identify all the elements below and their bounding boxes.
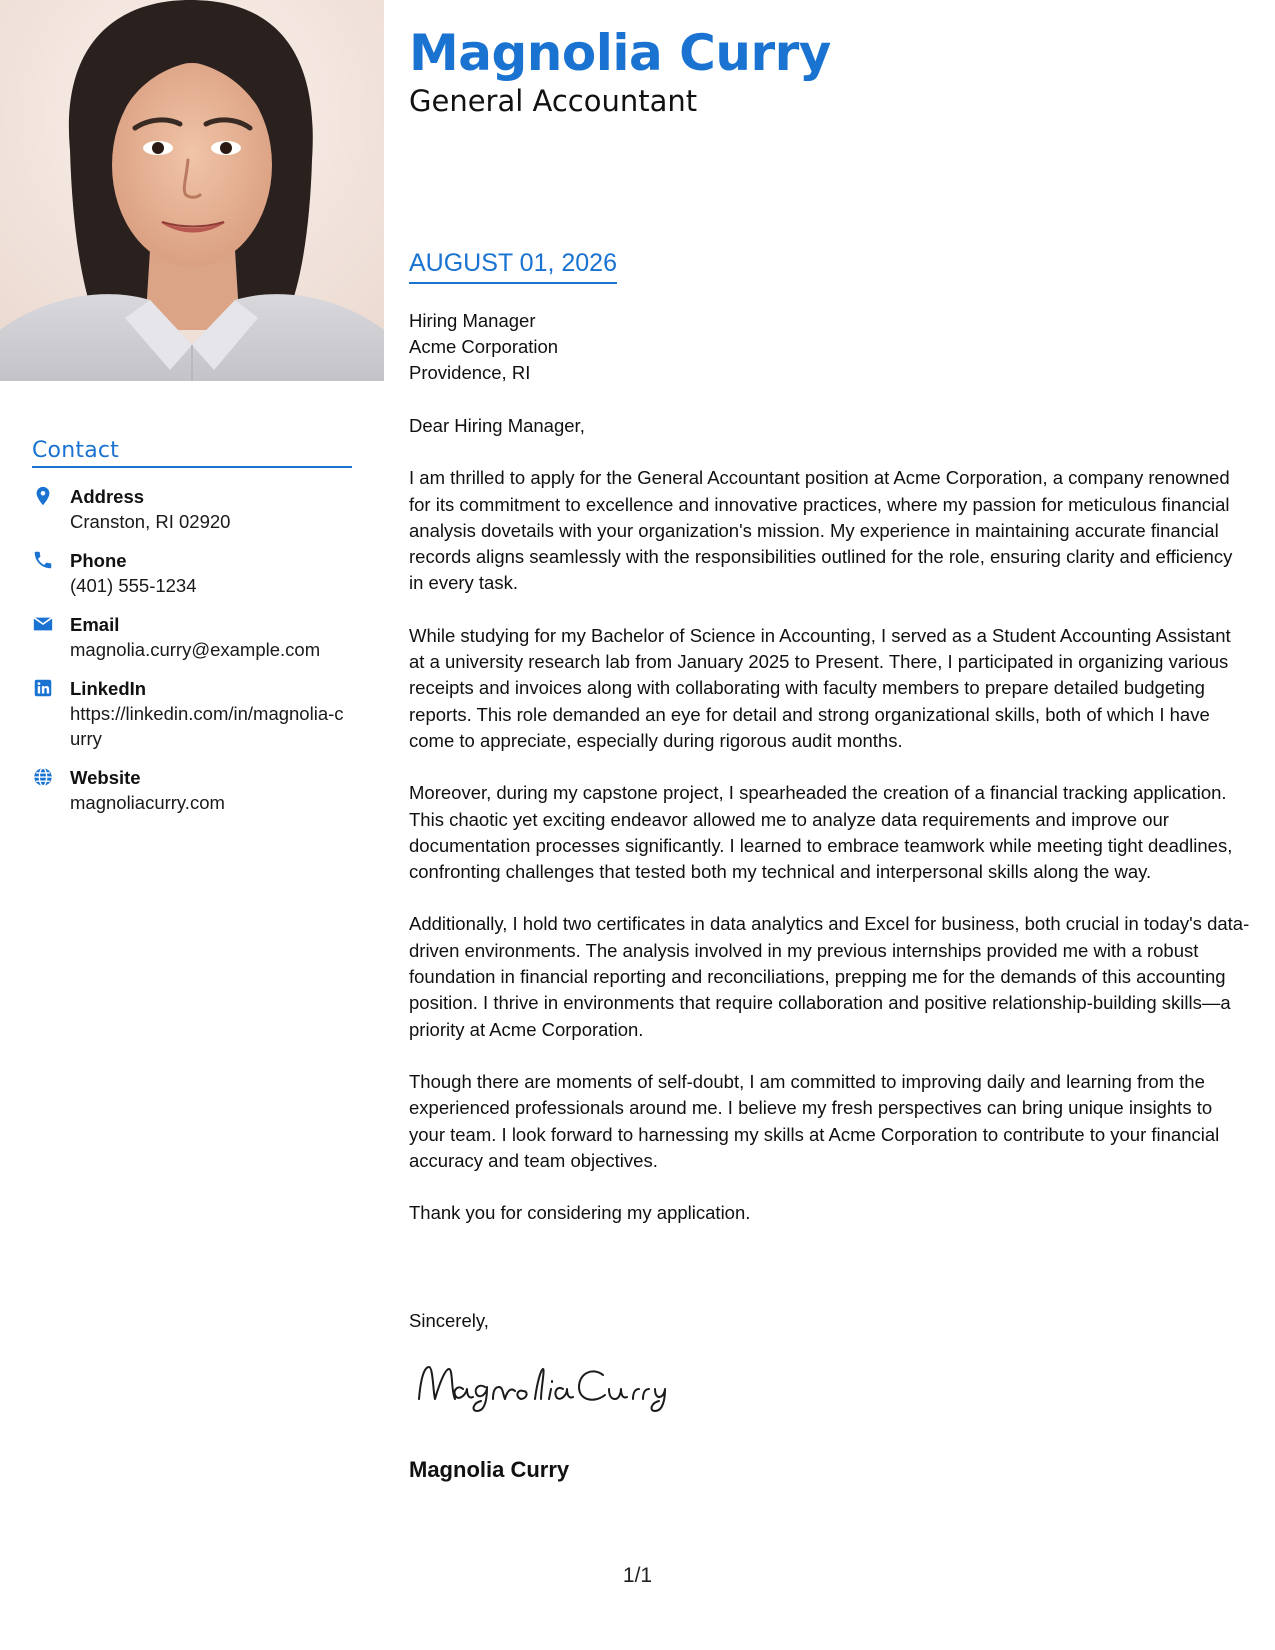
contact-linkedin <box>32 676 352 751</box>
closing: Sincerely, <box>409 1310 489 1331</box>
contact-value[interactable]: https://linkedin.com/in/magnolia-curry <box>70 703 344 749</box>
globe-icon <box>32 766 54 788</box>
recipient-line: Hiring Manager <box>409 310 536 331</box>
applicant-role: General Accountant <box>409 84 698 118</box>
body-paragraph: I am thrilled to apply for the General Accountant position at Acme Corporation, a company renowned for its commitment to excellence and innovative practices, where my passion for meticulous financial analysis dovetails with your organization's mission. My experience in maintaining accurate financial records aligns seamlessly with the responsibilities outlined for the role, ensuring clarity and efficiency in every task. <box>409 467 1233 594</box>
contact-address <box>32 484 352 534</box>
contact-website <box>32 765 352 815</box>
contact-heading: Contact <box>32 438 352 468</box>
map-pin-icon <box>32 485 54 507</box>
contact-email <box>32 612 352 662</box>
body-paragraph: Moreover, during my capstone project, I spearheaded the creation of a financial tracking application. This chaotic yet exciting endeavor allowed me to analyze data requirements and improve our documentation processes significantly. I learned to embrace teamwork while meeting tight deadlines, confronting challenges that tested both my technical and interpersonal skills along the way. <box>409 782 1233 883</box>
signed-name: Magnolia Curry <box>409 1457 570 1482</box>
body-paragraph: Thank you for considering my application. <box>409 1202 751 1224</box>
contact-value: Cranston, RI 02920 <box>70 511 231 532</box>
contact-value: (401) 555-1234 <box>70 575 197 596</box>
body-paragraph: Though there are moments of self-doubt, I am committed to improving daily and learning from the experienced professionals around me. I believe my fresh perspectives can bring unique insights to your team. I look forward to harnessing my skills at Acme Corporation to contribute to your financial accuracy and team objectives. <box>409 1070 1220 1171</box>
phone-icon <box>32 549 54 571</box>
contact-value[interactable]: magnolia.curry@example.com <box>70 639 321 660</box>
contact-phone <box>32 548 352 598</box>
letter-date: AUGUST 01, 2026 <box>409 249 617 284</box>
handwritten-signature <box>411 1355 681 1415</box>
body-paragraph: Additionally, I hold two certificates in data analytics and Excel for business, both crucial in today's data-driven environments. The analysis involved in my previous internships provided me with a robust foundation in financial reporting and reconciliations, prepping me for the demands of this accounting position. I thrive in environments that require collaboration and positive relationship-building skills—a priority at Acme Corporation. <box>409 913 1250 1040</box>
recipient-line: Providence, RI <box>409 362 531 383</box>
recipient-line: Acme Corporation <box>409 336 559 357</box>
contact-label: Email <box>70 614 120 635</box>
linkedin-icon <box>32 677 54 699</box>
contact-sidebar <box>32 438 352 829</box>
email-icon <box>32 613 54 635</box>
profile-photo <box>0 0 384 381</box>
body-paragraph: While studying for my Bachelor of Science in Accounting, I served as a Student Accounting Assistant at a university research lab from January 2025 to Present. There, I participated in organizing various receipts and invoices along with collaborating with faculty members to prepare detailed budgeting reports. This role demanded an eye for detail and strong organizational skills, both of which I have come to appreciate, especially during rigorous audit months. <box>409 624 1231 751</box>
recipient-block <box>409 308 558 386</box>
contact-label: Website <box>70 767 141 788</box>
contact-label: Phone <box>70 550 127 571</box>
contact-label: Address <box>70 486 145 507</box>
applicant-name: Magnolia Curry <box>409 24 831 82</box>
letter-body <box>409 413 1251 1252</box>
salutation: Dear Hiring Manager, <box>409 415 585 436</box>
contact-label: LinkedIn <box>70 678 147 699</box>
portrait-illustration <box>0 0 384 381</box>
page-number: 1/1 <box>622 1564 653 1587</box>
contact-value[interactable]: magnoliacurry.com <box>70 792 225 813</box>
